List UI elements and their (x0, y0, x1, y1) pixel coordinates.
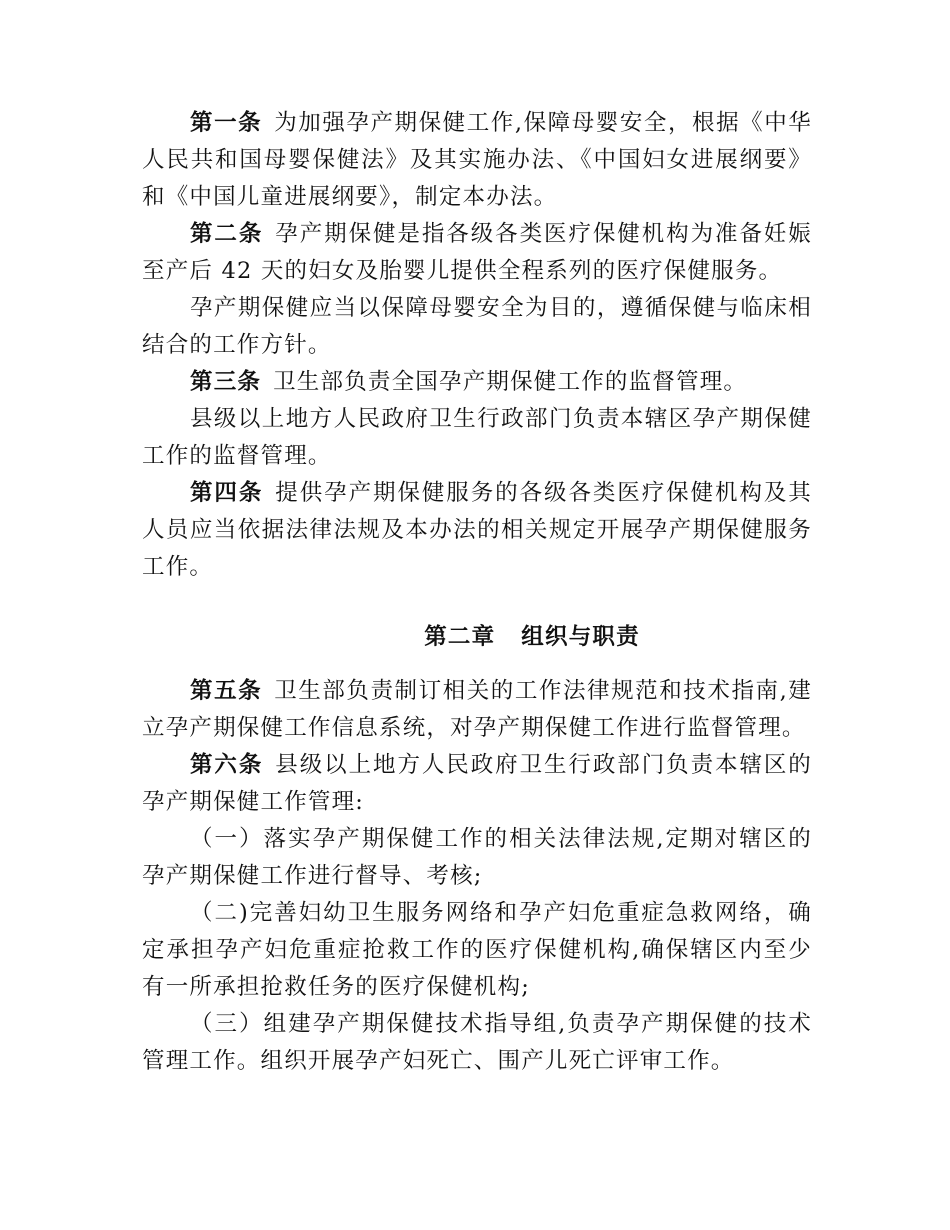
article-4 (142, 475, 812, 586)
article-1 (142, 105, 812, 216)
article-text: 孕产期保健应当以保障母婴安全为目的，遵循保健与临床相结合的工作方针。 (142, 295, 812, 358)
article-text: 县级以上地方人民政府卫生行政部门负责本辖区孕产期保健工作的监督管理。 (142, 406, 812, 469)
article-6-item-3 (142, 1006, 812, 1080)
article-5 (142, 673, 812, 747)
article-label: 第五条 (190, 678, 263, 704)
article-text: 提供孕产期保健服务的各级各类医疗保健机构及其人员应当依据法律法规及本办法的相关规定开展孕产期保健服务工作。 (142, 480, 812, 580)
article-text: 为加强孕产期保健工作,保障母婴安全，根据《中华人民共和国母婴保健法》及其实施办法、《中国妇女进展纲要》和《中国儿童进展纲要》，制定本办法。 (142, 110, 812, 210)
article-3 (142, 364, 812, 401)
article-label: 第一条 (190, 110, 263, 136)
article-text: 卫生部负责制订相关的工作法律规范和技术指南,建立孕产期保健工作信息系统，对孕产期保健工作进行监督管理。 (142, 678, 812, 741)
article-2 (142, 216, 812, 290)
document-body (142, 105, 812, 1080)
article-2-paragraph-2 (142, 290, 812, 364)
chapter-title: 组织与职责 (521, 624, 640, 650)
article-text: 县级以上地方人民政府卫生行政部门负责本辖区的孕产期保健工作管理: (142, 752, 812, 815)
article-6-item-1 (142, 821, 812, 895)
article-6 (142, 747, 812, 821)
article-6-item-2 (142, 895, 812, 1006)
article-text: 孕产期保健是指各级各类医疗保健机构为准备妊娠至产后 42 天的妇女及胎婴儿提供全程系列的医疗保健服务。 (142, 221, 812, 284)
list-item-text: （二)完善妇幼卫生服务网络和孕产妇危重症急救网络，确定承担孕产妇危重症抢救工作的医疗保健机构,确保辖区内至少有一所承担抢救任务的医疗保健机构; (142, 900, 812, 1000)
article-3-paragraph-2 (142, 401, 812, 475)
list-item-text: （三）组建孕产期保健技术指导组,负责孕产期保健的技术管理工作。组织开展孕产妇死亡、围产儿死亡评审工作。 (142, 1011, 812, 1074)
article-text: 卫生部负责全国孕产期保健工作的监督管理。 (273, 369, 748, 395)
article-label: 第四条 (190, 480, 264, 506)
chapter-number: 第二章 (424, 624, 496, 650)
chapter-heading (142, 619, 812, 656)
article-label: 第三条 (190, 369, 262, 395)
article-label: 第六条 (190, 752, 264, 778)
article-label: 第二条 (190, 221, 264, 247)
list-item-text: （一）落实孕产期保健工作的相关法律法规,定期对辖区的孕产期保健工作进行督导、考核; (142, 826, 812, 889)
